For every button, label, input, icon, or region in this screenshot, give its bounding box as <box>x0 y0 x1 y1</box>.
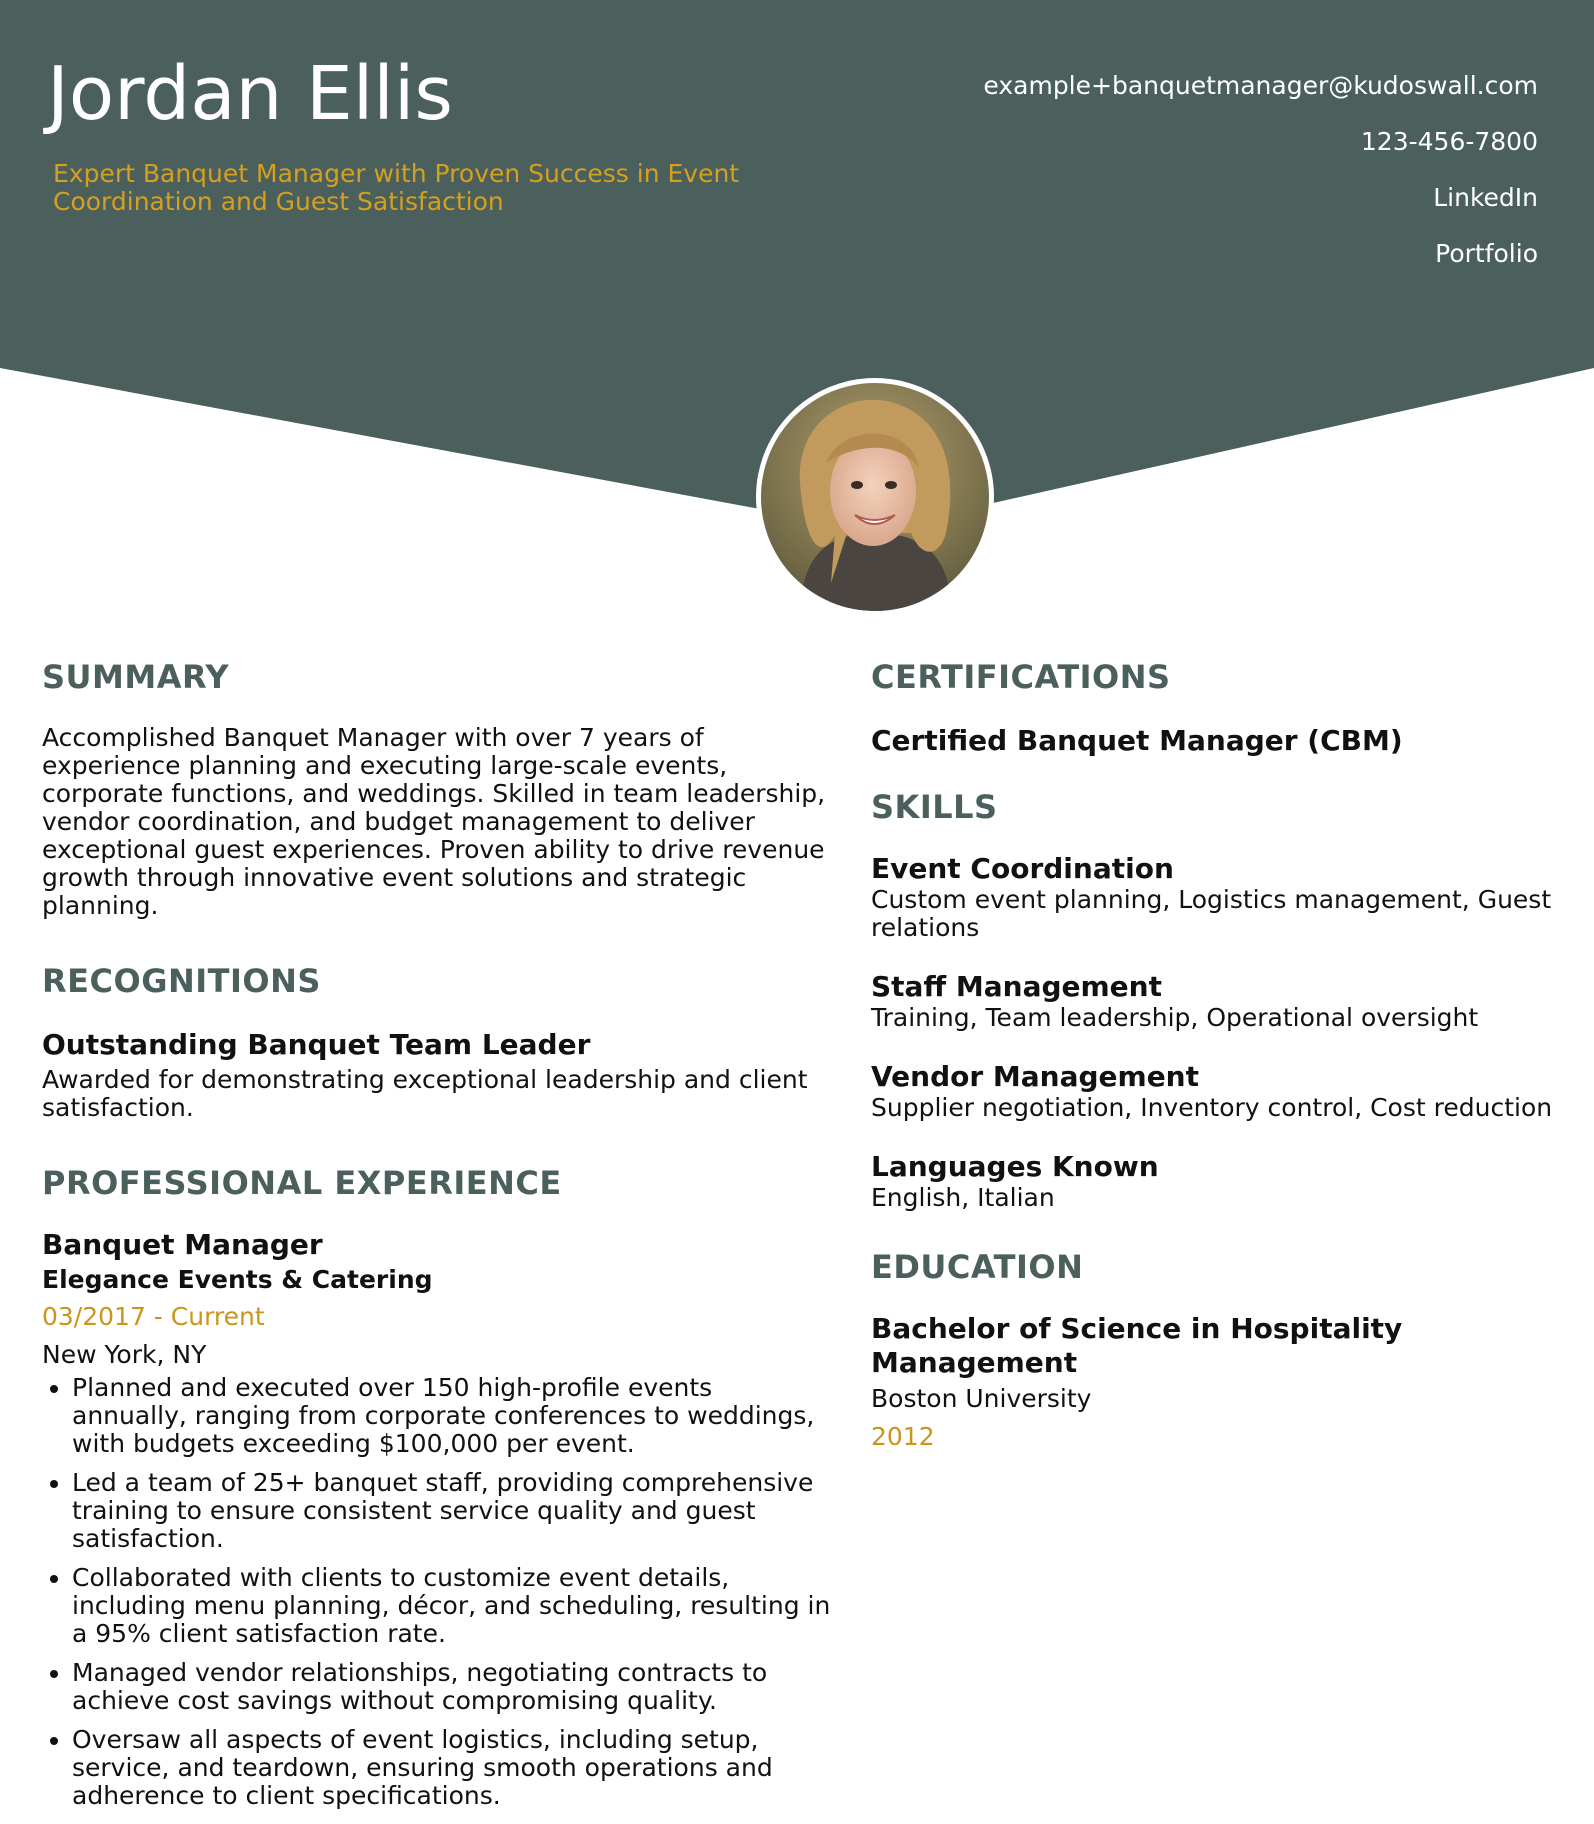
skills-section <box>871 780 1561 1212</box>
summary-text: Accomplished Banquet Manager with over 7 years of experience planning and executing large-scale events, corporate functions, and weddings. Skilled in team leadership, vendor coordination, and budget management to deliver exceptional guest experiences. Proven ability to drive revenue growth through innovative event solutions and strategic planning. <box>42 723 826 920</box>
job-bullet: • Collaborated with clients to customize event details, including menu planning, décor, and scheduling, resulting in a 95% client satisfaction rate. <box>72 1564 832 1648</box>
headline-tagline: Expert Banquet Manager with Proven Success in Event Coordination and Guest Satisfaction <box>53 159 740 216</box>
skill-item <box>871 1150 1561 1212</box>
certification-item: Certified Banquet Manager (CBM) <box>871 724 1403 757</box>
job-entry <box>42 1228 832 1810</box>
education-year: 2012 <box>871 1422 935 1451</box>
recognition-item <box>42 1028 832 1122</box>
job-bullet: • Managed vendor relationships, negotiating contracts to achieve cost savings without compromising quality. <box>72 1659 832 1715</box>
right-column <box>871 650 1561 1456</box>
skill-item <box>871 1060 1561 1122</box>
contact-list <box>818 70 1538 294</box>
education-degree: Bachelor of Science in Hospitality Management <box>871 1312 1403 1379</box>
recognition-name: Outstanding Banquet Team Leader <box>42 1028 591 1061</box>
job-role: Banquet Manager <box>42 1228 323 1261</box>
job-location: New York, NY <box>42 1340 207 1369</box>
job-company: Elegance Events & Catering <box>42 1265 433 1294</box>
left-column <box>42 650 832 1821</box>
skill-details: Custom event planning, Logistics management, Guest relations <box>871 885 1552 942</box>
skill-name: Languages Known <box>871 1150 1159 1183</box>
profile-photo-image <box>761 383 989 611</box>
experience-heading: PROFESSIONAL EXPERIENCE <box>42 1164 562 1202</box>
recognitions-section <box>42 954 832 1122</box>
education-heading: EDUCATION <box>871 1248 1084 1286</box>
job-bullet-list <box>42 1374 832 1810</box>
job-bullet: • Oversaw all aspects of event logistics, including setup, service, and teardown, ensuring smooth operations and adherence to client specifications. <box>72 1726 832 1810</box>
experience-section <box>42 1156 832 1810</box>
contact-portfolio[interactable]: Portfolio <box>1435 239 1538 268</box>
education-item <box>871 1312 1561 1456</box>
education-school: Boston University <box>871 1384 1092 1413</box>
summary-section <box>42 650 832 920</box>
certifications-heading: CERTIFICATIONS <box>871 658 1171 696</box>
skill-details: Supplier negotiation, Inventory control, Cost reduction <box>871 1093 1553 1122</box>
profile-photo <box>756 378 994 616</box>
contact-email[interactable]: example+banquetmanager@kudoswall.com <box>983 71 1538 100</box>
job-dates: 03/2017 - Current <box>42 1302 265 1331</box>
education-section <box>871 1240 1561 1456</box>
recognition-description: Awarded for demonstrating exceptional leadership and client satisfaction. <box>42 1065 808 1122</box>
skill-item <box>871 852 1561 942</box>
contact-phone[interactable]: 123-456-7800 <box>1360 127 1538 156</box>
skill-item <box>871 970 1561 1032</box>
skill-name: Staff Management <box>871 970 1162 1003</box>
recognitions-heading: RECOGNITIONS <box>42 962 321 1000</box>
job-bullet: • Led a team of 25+ banquet staff, providing comprehensive training to ensure consistent service quality and guest satisfaction. <box>72 1469 832 1553</box>
candidate-name: Jordan Ellis <box>47 51 453 137</box>
skill-name: Vendor Management <box>871 1060 1200 1093</box>
certifications-section <box>871 650 1561 758</box>
skill-details: English, Italian <box>871 1183 1055 1212</box>
contact-linkedin[interactable]: LinkedIn <box>1433 183 1538 212</box>
skill-name: Event Coordination <box>871 852 1174 885</box>
job-bullet: • Planned and executed over 150 high-profile events annually, ranging from corporate conferences to weddings, with budgets exceeding $100,000 per event. <box>72 1374 832 1458</box>
skill-details: Training, Team leadership, Operational oversight <box>871 1003 1479 1032</box>
skills-heading: SKILLS <box>871 788 998 826</box>
summary-heading: SUMMARY <box>42 658 230 696</box>
